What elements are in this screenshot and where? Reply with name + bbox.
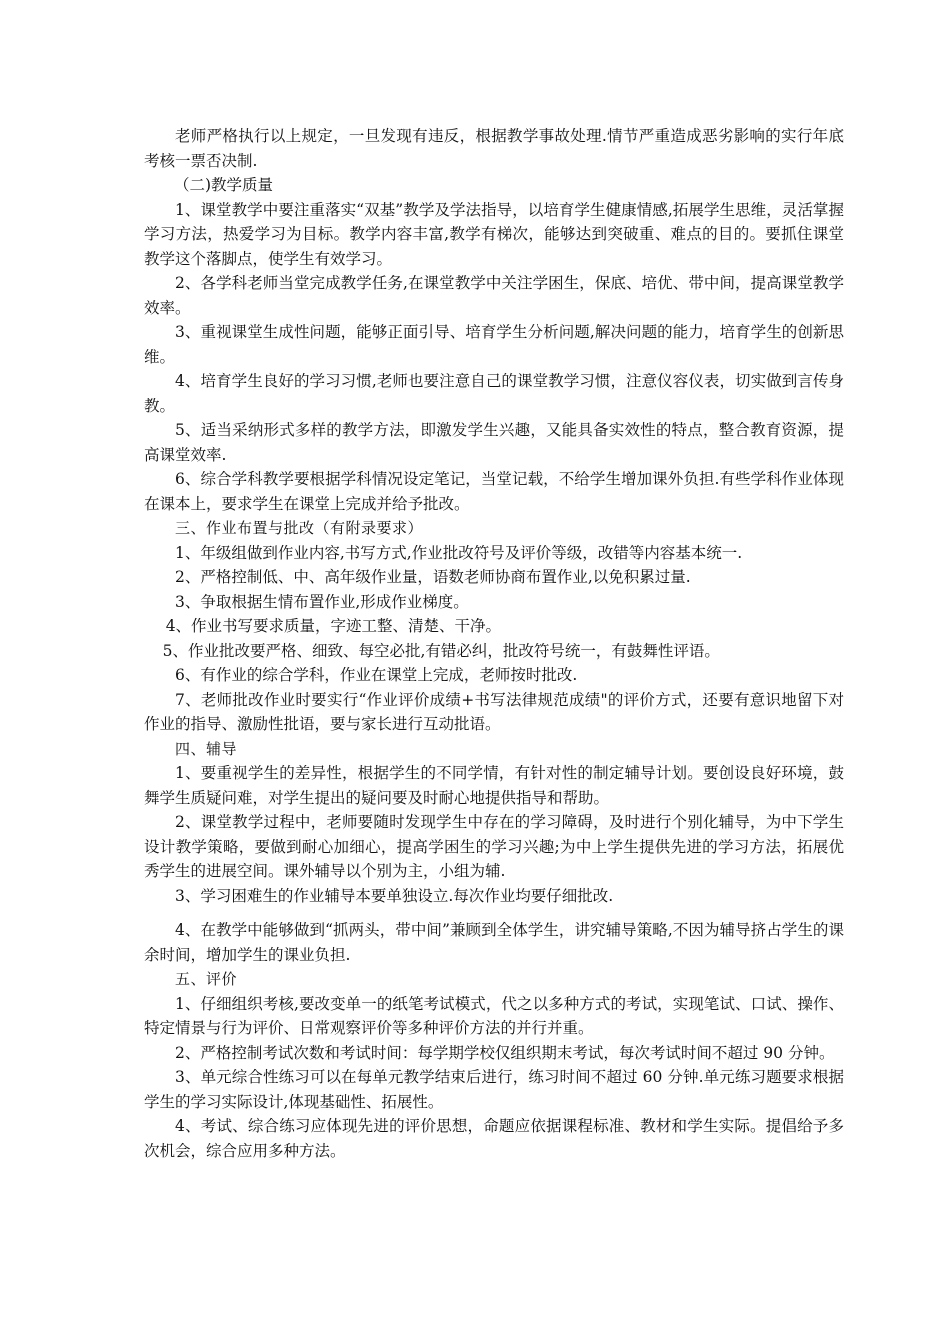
- paragraph-homework-5: 5、作业批改要严格、细致、每空必批,有错必纠，批改符号统一，有鼓舞性评语。: [162, 641, 720, 660]
- paragraph-tutoring-4: 4、在教学中能够做到“抓两头，带中间”兼顾到全体学生，讲究辅导策略,不因为辅导挤占学生的课余时间，增加学生的课业负担.: [144, 921, 844, 964]
- section-heading-evaluation: 五、评价: [175, 970, 238, 988]
- paragraph-quality-4: 4、培育学生良好的学习习惯,老师也要注意自己的课堂教学习惯，注意仪容仪表，切实做到言传身教。: [144, 372, 844, 415]
- subheading-teaching-quality: （二)教学质量: [174, 176, 274, 194]
- paragraph-tutoring-1: 1、要重视学生的差异性，根据学生的不同学情，有针对性的制定辅导计划。要创设良好环境，鼓舞学生质疑问难，对学生提出的疑问要及时耐心地提供指导和帮助。: [144, 764, 844, 807]
- paragraph-homework-4: 4、作业书写要求质量，字迹工整、清楚、干净。: [165, 617, 502, 635]
- paragraph-evaluation-1: 1、仔细组织考核,要改变单一的纸笔考试模式，代之以多种方式的考试，实现笔试、口试、操作、特定情景与行为评价、日常观察评价等多种评价方法的并行并重。: [144, 994, 844, 1037]
- paragraph-homework-7: 7、老师批改作业时要实行“作业评价成绩+书写法律规范成绩"的评价方式，还要有意识地留下对作业的指导、激励性批语，要与家长进行互动批语。: [144, 690, 844, 733]
- document-body: [144, 124, 844, 1163]
- paragraph-homework-1: 1、年级组做到作业内容,书写方式,作业批改符号及评价等级，改错等内容基本统一.: [175, 543, 743, 562]
- paragraph-evaluation-2: 2、严格控制考试次数和考试时间：每学期学校仅组织期末考试，每次考试时间不超过 90 分钟。: [175, 1043, 835, 1062]
- paragraph-rules-enforcement: 老师严格执行以上规定，一旦发现有违反，根据教学事故处理.情节严重造成恶劣影响的实行年底考核一票否决制.: [144, 127, 844, 170]
- paragraph-quality-3: 3、重视课堂生成性问题，能够正面引导、培育学生分析问题,解决问题的能力，培育学生的创新思维。: [144, 323, 844, 366]
- paragraph-homework-6: 6、有作业的综合学科，作业在课堂上完成，老师按时批改.: [175, 666, 578, 684]
- paragraph-evaluation-4: 4、考试、综合练习应体现先进的评价思想，命题应依据课程标准、教材和学生实际。提倡给予多次机会，综合应用多种方法。: [144, 1117, 844, 1160]
- paragraph-quality-5: 5、适当采纳形式多样的教学方法，即激发学生兴趣，又能具备实效性的特点，整合教育资源，提高课堂效率.: [144, 421, 844, 464]
- paragraph-quality-2: 2、各学科老师当堂完成教学任务,在课堂教学中关注学困生，保底、培优、带中间，提高课堂教学效率。: [144, 274, 844, 317]
- paragraph-homework-3: 3、争取根据生情布置作业,形成作业梯度。: [175, 592, 469, 611]
- paragraph-quality-1: 1、课堂教学中要注重落实“双基”教学及学法指导，以培育学生健康情感,拓展学生思维，灵活掌握学习方法，热爱学习为目标。教学内容丰富,教学有梯次，能够达到突破重、难点的目的。要抓住课堂教学这个落脚点，使学生有效学习。: [144, 200, 844, 268]
- paragraph-homework-2: 2、严格控制低、中、高年级作业量，语数老师协商布置作业,以免积累过量.: [175, 568, 691, 586]
- paragraph-quality-6: 6、综合学科教学要根据学科情况设定笔记，当堂记载，不给学生增加课外负担.有些学科作业体现在课本上，要求学生在课堂上完成并给予批改。: [144, 470, 844, 513]
- paragraph-tutoring-3: 3、学习困难生的作业辅导本要单独设立.每次作业均要仔细批改.: [175, 886, 614, 905]
- section-heading-tutoring: 四、辅导: [175, 739, 238, 758]
- paragraph-evaluation-3: 3、单元综合性练习可以在每单元教学结束后进行，练习时间不超过 60 分钟.单元练习题要求根据学生的学习实际设计,体现基础性、拓展性。: [144, 1068, 844, 1111]
- section-heading-homework: 三、作业布置与批改（有附录要求）: [175, 519, 424, 537]
- paragraph-tutoring-2: 2、课堂教学过程中，老师要随时发现学生中存在的学习障碍，及时进行个别化辅导，为中下学生设计教学策略，要做到耐心加细心，提高学困生的学习兴趣;为中上学生提供先进的学习方法，拓展优秀学生的进展空间。课外辅导以个别为主，小组为辅.: [144, 813, 844, 880]
